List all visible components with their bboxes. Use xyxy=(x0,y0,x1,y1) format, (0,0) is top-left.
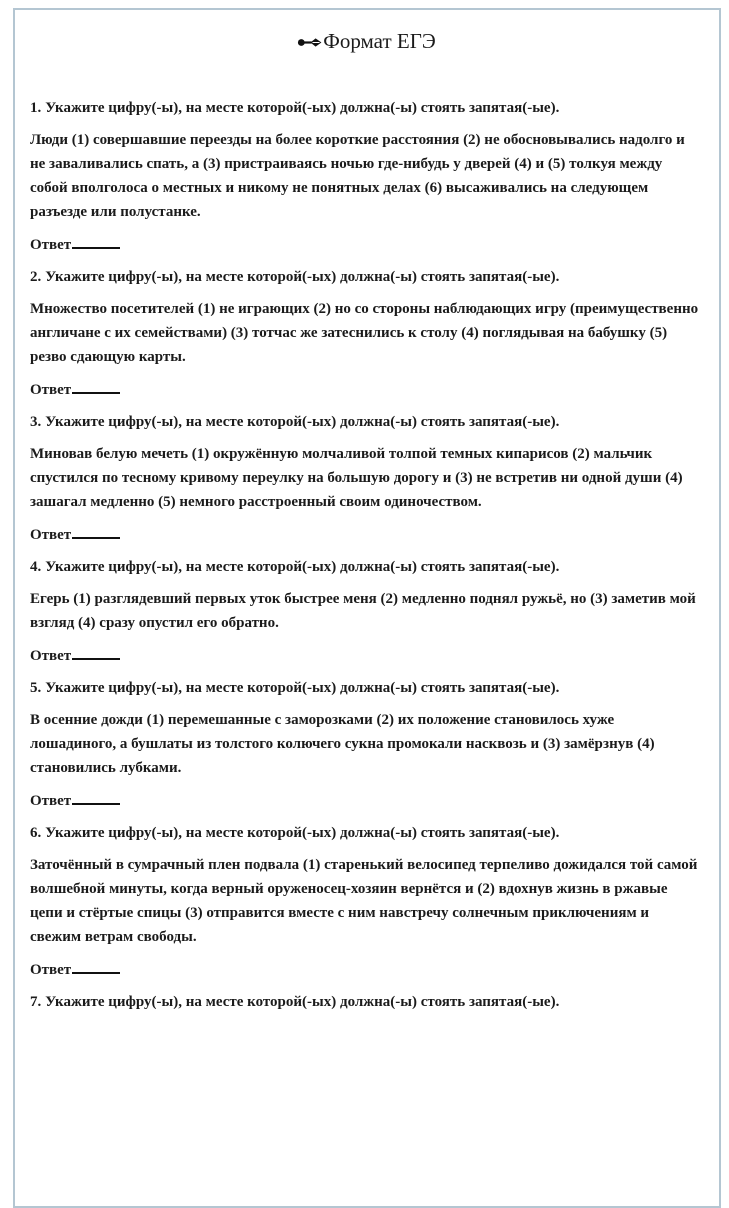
question-prompt: Укажите цифру(-ы), на месте которой(-ых) должна(-ы) стоять запятая(-ые). xyxy=(45,680,560,696)
question-block xyxy=(30,821,703,982)
question-prompt-line xyxy=(30,265,703,289)
answer-line xyxy=(30,957,703,982)
answer-label: Ответ xyxy=(30,793,72,809)
answer-label: Ответ xyxy=(30,648,72,664)
question-number: 5. xyxy=(30,680,42,696)
question-prompt-line xyxy=(30,990,703,1014)
question-sentence: Люди (1) совершавшие переезды на более короткие расстояния (2) не обосновывались надолго и не заваливались спать, а (3) пристраиваясь ночью где-нибудь у дверей (4) и (5) толкуя между собой вполголоса о местных и никому не понятных делах (6) высаживались на следующем разъезде или полустанке. xyxy=(30,132,685,220)
question-prompt: Укажите цифру(-ы), на месте которой(-ых) должна(-ы) стоять запятая(-ые). xyxy=(45,994,560,1010)
page-title-text: Формат ЕГЭ xyxy=(323,29,436,53)
answer-line xyxy=(30,377,703,402)
question-number: 7. xyxy=(30,994,42,1010)
answer-blank xyxy=(72,232,120,249)
answer-label: Ответ xyxy=(30,962,72,978)
answer-line xyxy=(30,232,703,257)
question-block xyxy=(30,555,703,668)
question-prompt-line xyxy=(30,555,703,579)
question-block xyxy=(30,96,703,257)
question-block xyxy=(30,410,703,547)
pen-nib-bullet-icon xyxy=(297,29,322,55)
question-prompt-line xyxy=(30,821,703,845)
question-prompt: Укажите цифру(-ы), на месте которой(-ых) должна(-ы) стоять запятая(-ые). xyxy=(45,269,560,285)
question-prompt: Укажите цифру(-ы), на месте которой(-ых) должна(-ы) стоять запятая(-ые). xyxy=(45,559,560,575)
document-page xyxy=(13,8,721,1208)
question-sentence: Миновав белую мечеть (1) окружённую молчаливой толпой темных кипарисов (2) мальчик спустился по тесному кривому переулку на большую дорогу и (3) не встретив ни одной души (4) зашагал медленно (5) немного расстроенный своим одиночеством. xyxy=(30,446,683,510)
question-prompt: Укажите цифру(-ы), на месте которой(-ых) должна(-ы) стоять запятая(-ые). xyxy=(45,100,560,116)
answer-line xyxy=(30,788,703,813)
question-prompt: Укажите цифру(-ы), на месте которой(-ых) должна(-ы) стоять запятая(-ые). xyxy=(45,825,560,841)
question-sentence: В осенние дожди (1) перемешанные с заморозками (2) их положение становилось хуже лошадиного, а бушлаты из толстого колючего сукна промокали насквозь и (3) замёрзнув (4) становились лубками. xyxy=(30,712,655,776)
question-prompt: Укажите цифру(-ы), на месте которой(-ых) должна(-ы) стоять запятая(-ые). xyxy=(45,414,560,430)
answer-blank xyxy=(72,377,120,394)
answer-blank xyxy=(72,788,120,805)
answer-label: Ответ xyxy=(30,382,72,398)
question-number: 6. xyxy=(30,825,42,841)
question-sentence: Егерь (1) разглядевший первых уток быстрее меня (2) медленно поднял ружьё, но (3) заметив мой взгляд (4) сразу опустил его обратно. xyxy=(30,591,696,631)
answer-label: Ответ xyxy=(30,527,72,543)
questions-list xyxy=(30,96,703,1014)
question-block xyxy=(30,676,703,813)
answer-line xyxy=(30,643,703,668)
question-block xyxy=(30,265,703,402)
question-block xyxy=(30,990,703,1014)
answer-blank xyxy=(72,957,120,974)
question-number: 1. xyxy=(30,100,42,116)
answer-label: Ответ xyxy=(30,237,72,253)
question-number: 4. xyxy=(30,559,42,575)
question-prompt-line xyxy=(30,96,703,120)
page-title xyxy=(30,28,703,55)
question-prompt-line xyxy=(30,410,703,434)
answer-blank xyxy=(72,643,120,660)
question-sentence: Множество посетителей (1) не играющих (2) но со стороны наблюдающих игру (преимущественно англичане с их семействами) (3) тотчас же затеснились к столу (4) поглядывая на бабушку (5) резво сдающую карты. xyxy=(30,301,699,365)
question-number: 3. xyxy=(30,414,42,430)
answer-blank xyxy=(72,522,120,539)
question-sentence: Заточённый в сумрачный плен подвала (1) старенький велосипед терпеливо дожидался той самой волшебной минуты, когда верный оруженосец-хозяин вернётся и (2) вдохнув жизнь в ржавые цепи и стёртые спицы (3) отправится вместе с ним навстречу солнечным приключениям и свежим ветрам свободы. xyxy=(30,857,698,945)
question-prompt-line xyxy=(30,676,703,700)
answer-line xyxy=(30,522,703,547)
question-number: 2. xyxy=(30,269,42,285)
